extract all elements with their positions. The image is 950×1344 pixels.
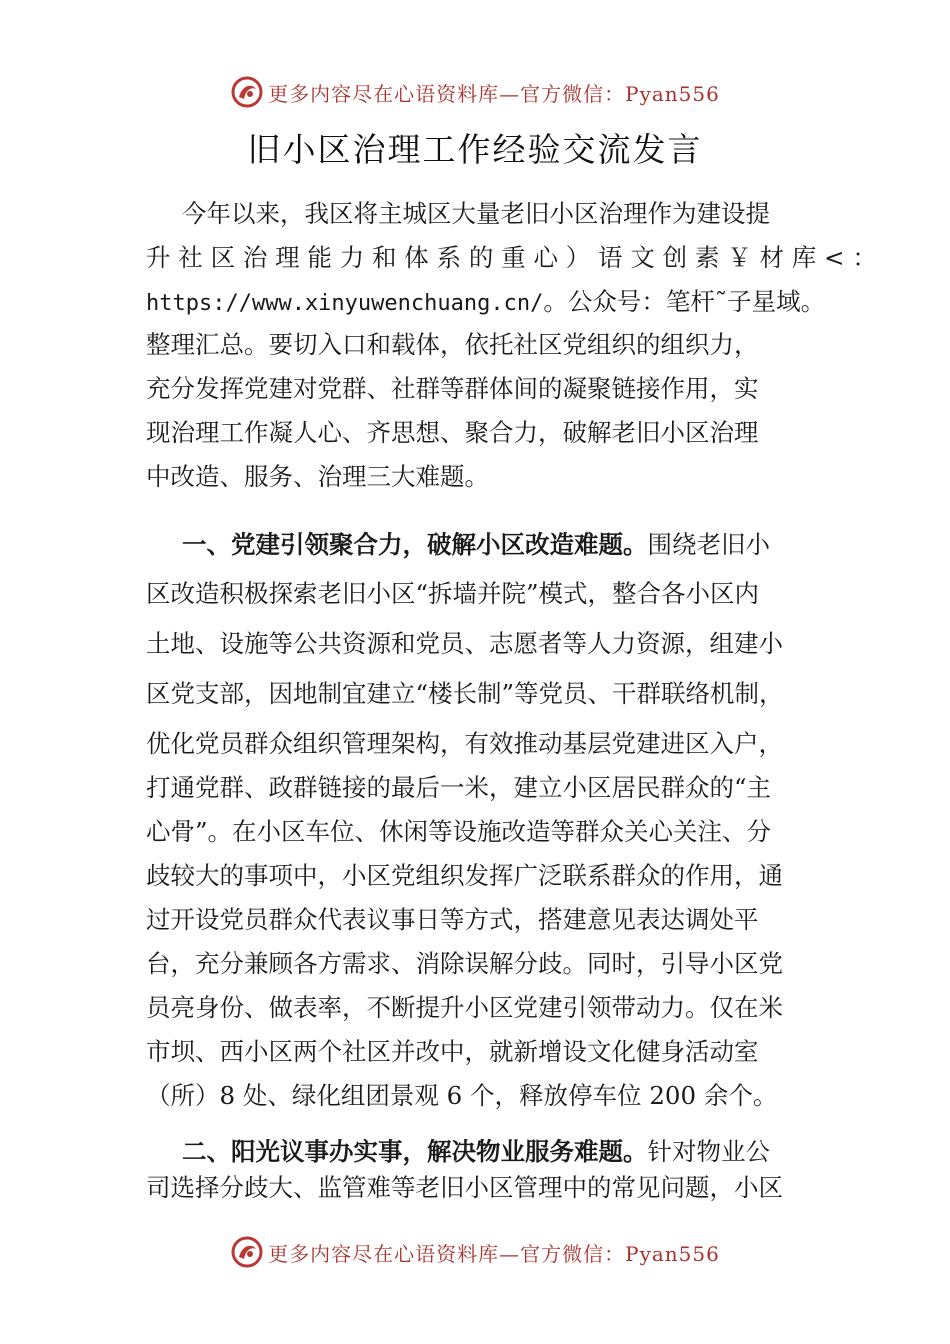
p1-line-2: 升 社 区 治 理 能 力 和 体 系 的 重 心 ） 语 文 创 素 ￥ 材 库 < ： <box>146 243 877 272</box>
section-1-heading: 一、党建引领聚合力，破解小区改造难题。 <box>182 530 648 559</box>
document-title: 旧小区治理工作经验交流发言 <box>247 130 703 169</box>
s1-line-8: 歧较大的事项中，小区党组织发挥广泛联系群众的作用，通 <box>146 861 783 890</box>
s2-line-2: 司选择分歧大、监管难等老旧小区管理中的常见问题，小区 <box>146 1173 783 1202</box>
s1-line-6: 打通党群、政群链接的最后一米，建立小区居民群众的“主 <box>146 773 772 802</box>
watermark-banner-bottom <box>0 1230 950 1274</box>
p1-line-1: 今年以来，我区将主城区大量老旧小区治理作为建设提 <box>182 199 770 228</box>
p1-line-6: 现治理工作凝人心、齐思想、聚合力，破解老旧小区治理 <box>146 418 759 447</box>
p1-line-4: 整理汇总。要切入口和载体，依托社区党组织的组织力， <box>146 330 759 359</box>
s1-line-10: 台，充分兼顾各方需求、消除误解分歧。同时，引导小区党 <box>146 949 783 978</box>
s1-line-7: 心骨”。在小区车位、休闲等设施改造等群众关心关注、分 <box>146 817 772 846</box>
banner-text: 更多内容尽在心语资料库—官方微信：Pyan556 <box>268 81 720 106</box>
section-2-heading: 二、阳光议事办实事，解决物业服务难题。 <box>182 1137 648 1166</box>
s1-line-11: 员亮身份、做表率，不断提升小区党建引领带动力。仅在米 <box>146 993 783 1022</box>
banner-text: 更多内容尽在心语资料库—官方微信：Pyan556 <box>268 1241 720 1266</box>
url-text: https://www.xinyuwenchuang.cn/ <box>146 291 544 316</box>
s1-line-5: 优化党员群众组织管理架构，有效推动基层党建进区入户， <box>146 729 783 758</box>
p1-line-5: 充分发挥党建对党群、社群等群体间的凝聚链接作用，实 <box>146 374 759 403</box>
watermark-banner-top <box>0 70 950 114</box>
s1-line-9: 过开设党员群众代表议事日等方式，搭建意见表达调处平 <box>146 905 759 934</box>
p1-line-3: https://www.xinyuwenchuang.cn/。公众号：笔杆˜子星域。 <box>146 287 826 316</box>
s1-line-3: 土地、设施等公共资源和党员、志愿者等人力资源，组建小 <box>146 629 783 658</box>
p1-line-7: 中改造、服务、治理三大难题。 <box>146 462 489 491</box>
s1-line-12: 市坝、西小区两个社区并改中，就新增设文化健身活动室 <box>146 1037 759 1066</box>
s1-line-13: （所）8 处、绿化组团景观 6 个，释放停车位 200 余个。 <box>146 1081 778 1110</box>
s1-line-1: 一、党建引领聚合力，破解小区改造难题。围绕老旧小 <box>182 530 770 559</box>
logo-icon <box>230 75 264 109</box>
logo-icon <box>230 1235 264 1269</box>
s1-line-2: 区改造积极探索老旧小区“拆墙并院”模式，整合各小区内 <box>146 579 760 608</box>
s2-line-1: 二、阳光议事办实事，解决物业服务难题。针对物业公 <box>182 1137 770 1166</box>
s1-line-4: 区党支部，因地制宜建立“楼长制”等党员、干群联络机制， <box>146 679 784 708</box>
